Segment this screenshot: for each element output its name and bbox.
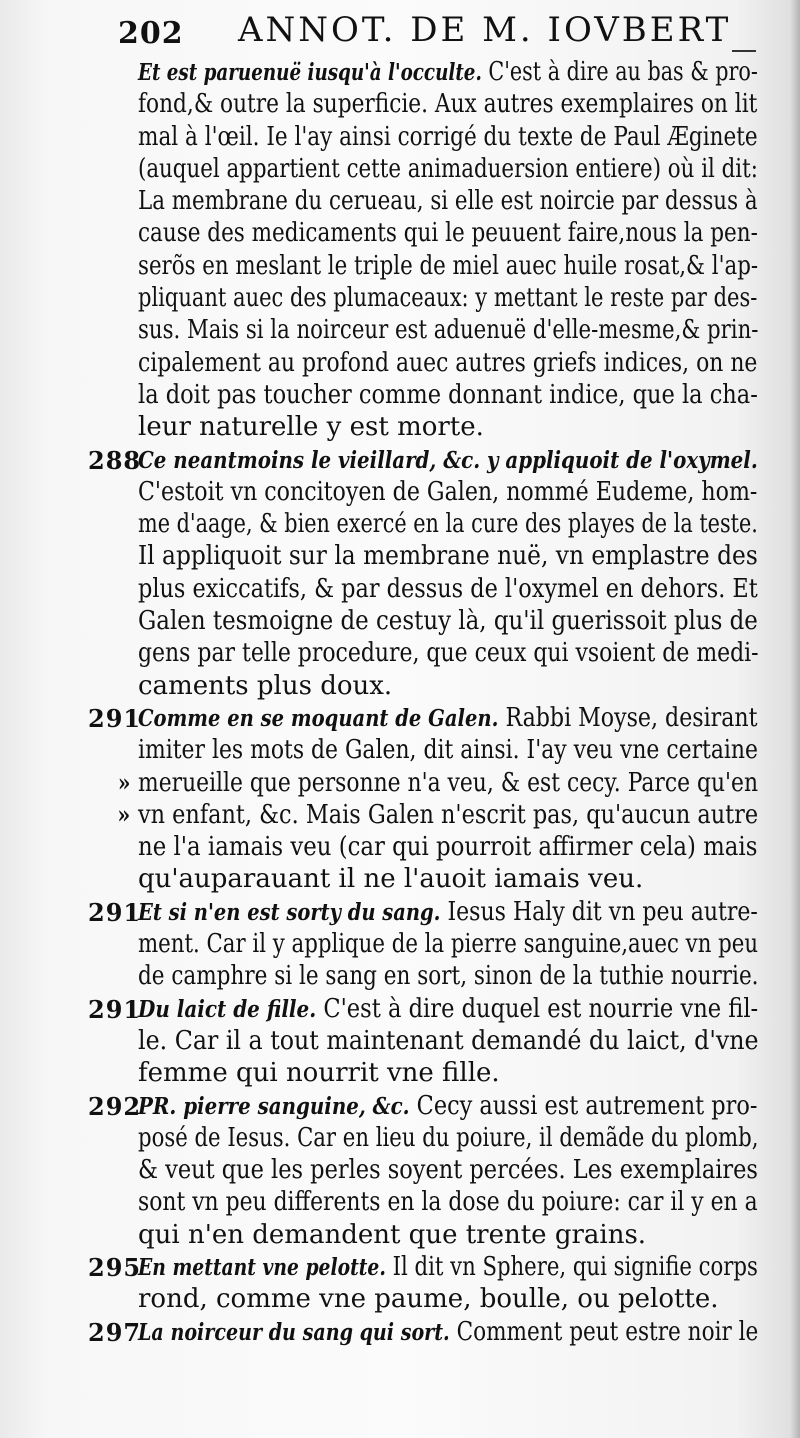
line-text: ne l'a iamais veu (car qui pourroit affirmer cela) mais — [138, 832, 758, 863]
line-text: C'est à dire duquel est nourrie vne fil- — [316, 993, 759, 1024]
text-line — [138, 960, 759, 992]
text-line — [138, 831, 758, 863]
line-text: qu'auparauant il ne l'auoit iamais veu. — [138, 864, 644, 895]
line-text: pliquant auec des plumaceaux: y mettant le reste par des- — [138, 283, 758, 314]
line-text: C'estoit vn concitoyen de Galen, nommé Eudeme, hom- — [138, 476, 758, 507]
margin-page-reference: 291 — [88, 994, 142, 1024]
text-line — [138, 476, 758, 508]
line-text: femme qui nourrit vne fille. — [138, 1058, 500, 1089]
text-line — [138, 670, 758, 702]
line-text: mal à l'œil. Ie l'ay ainsi corrigé du texte de Paul Æginete — [138, 121, 758, 152]
text-line — [117, 799, 759, 831]
line-text: fond,& outre la superficie. Aux autres exemplaires on lit — [138, 89, 758, 120]
annotation-entry — [88, 993, 759, 1090]
annotation-entry — [88, 702, 759, 896]
line-text: caments plus doux. — [138, 670, 393, 701]
line-text: de camphre si le sang en sort, sinon de la tuthie nourrie. — [138, 961, 759, 992]
lemma: En mettant vne pelotte. — [138, 1253, 386, 1281]
annotation-entry — [88, 1251, 758, 1316]
text-line — [138, 217, 758, 249]
text-line — [138, 1025, 759, 1057]
text-line — [138, 347, 758, 379]
margin-page-reference: 292 — [88, 1091, 142, 1121]
text-line — [138, 896, 758, 928]
text-line — [138, 1057, 758, 1089]
margin-page-reference: 288 — [88, 445, 142, 475]
text-line — [138, 1219, 758, 1251]
line-text: & veut que les perles soyent percées. Les exemplaires — [138, 1155, 758, 1186]
line-text: (auquel appartient cette animaduersion entiere) où il dit: — [138, 153, 758, 184]
line-text: merueille que personne n'a veu, & est cecy. Parce qu'en — [138, 767, 759, 798]
annotation-text — [88, 56, 759, 1348]
text-line — [138, 444, 758, 476]
text-line — [138, 1251, 758, 1283]
annotation-entry — [138, 56, 758, 444]
text-line — [138, 637, 759, 669]
line-text: vn enfant, &c. Mais Galen n'escrit pas, qu'aucun autre — [138, 799, 759, 830]
margin-page-reference: 291 — [88, 703, 142, 733]
line-text: Cecy aussi est autrement pro- — [409, 1090, 758, 1121]
text-line — [138, 153, 758, 185]
line-text: ment. Car il y applique de la pierre sanguine,auec vn peu — [138, 929, 759, 960]
page-number: 202 — [118, 16, 184, 51]
line-text: Il appliquoit sur la membrane nuë, vn emplastre des — [138, 541, 758, 572]
text-line — [138, 56, 758, 88]
text-line — [138, 863, 758, 895]
line-text: Comment peut estre noir le — [449, 1316, 759, 1347]
text-line — [117, 767, 759, 799]
line-text: Rabbi Moyse, desirant — [498, 702, 758, 733]
text-line — [138, 88, 758, 120]
page-edge-shadow — [790, 0, 800, 1438]
line-text: imiter les mots de Galen, dit ainsi. I'ay veu vne certaine — [138, 735, 758, 766]
text-line — [138, 282, 758, 314]
text-line — [138, 121, 758, 153]
line-text: Il dit vn Sphere, qui signifie corps — [385, 1251, 758, 1282]
text-line — [138, 250, 759, 282]
line-text: cipalement au profond auec autres griefs indices, on ne — [138, 347, 758, 378]
text-line — [138, 1090, 758, 1122]
annotation-entry — [88, 896, 759, 993]
line-text: Galen tesmoigne de cestuy là, qu'il guerissoit plus de — [138, 606, 758, 637]
line-text: posé de Iesus. Car en lieu du poiure, il demãde du plomb, — [138, 1122, 759, 1153]
text-line — [138, 314, 759, 346]
line-text: Iesus Haly dit vn peu autre- — [440, 896, 758, 927]
quotation-mark: » — [117, 767, 131, 797]
text-line — [138, 185, 758, 217]
lemma: PR. pierre sanguine, &c. — [138, 1092, 410, 1120]
line-text: cause des medicaments qui le peuuent faire,nous la pen- — [138, 218, 758, 249]
lemma: Ce neantmoins le vieillard, &c. y appliquoit de l'oxymel. — [138, 446, 758, 474]
text-line — [138, 1283, 758, 1315]
text-line — [138, 508, 758, 540]
text-line — [138, 734, 758, 766]
line-text: serõs en meslant le triple de miel auec huile rosat,& l'ap- — [138, 250, 759, 281]
lemma: Comme en se moquant de Galen. — [138, 704, 499, 732]
margin-page-reference: 297 — [88, 1317, 142, 1347]
text-line — [138, 702, 758, 734]
page-header — [118, 6, 758, 52]
annotation-entry — [88, 1316, 759, 1348]
lemma: Et si n'en est sorty du sang. — [138, 898, 441, 926]
text-line — [138, 1122, 759, 1154]
line-text: rond, comme vne paume, boulle, ou pelotte. — [138, 1284, 719, 1315]
line-text: gens par telle procedure, que ceux qui vsoient de medi- — [138, 638, 759, 669]
lemma: Du laict de fille. — [138, 995, 317, 1023]
text-line — [138, 379, 758, 411]
annotation-entry — [88, 444, 759, 702]
line-text: La membrane du cerueau, si elle est noircie par dessus à — [138, 186, 758, 217]
text-line — [138, 928, 759, 960]
line-text: le. Car il a tout maintenant demandé du laict, d'vne — [138, 1025, 759, 1056]
annotation-entry — [88, 1090, 759, 1251]
text-line — [138, 411, 758, 443]
quotation-mark: » — [117, 799, 131, 829]
lemma: Et est paruenuë iusqu'à l'occulte. — [138, 59, 482, 86]
line-text: leur naturelle y est morte. — [138, 412, 484, 443]
lemma: La noirceur du sang qui sort. — [138, 1318, 450, 1346]
text-line — [138, 540, 758, 572]
margin-page-reference: 295 — [88, 1252, 142, 1282]
line-text: me d'aage, & bien exercé en la cure des playes de la teste. — [138, 509, 758, 540]
text-line — [138, 1186, 758, 1218]
line-text: sont vn peu differents en la dose du poiure: car il y en a — [138, 1187, 758, 1218]
line-text: plus exiccatifs, & par dessus de l'oxymel en dehors. Et — [138, 573, 758, 604]
text-line — [138, 993, 759, 1025]
text-line — [138, 1154, 758, 1186]
line-text: la doit pas toucher comme donnant indice, que la cha- — [138, 379, 758, 410]
line-text: C'est à dire au bas & pro- — [481, 57, 758, 87]
text-line — [138, 1316, 759, 1348]
running-title: ANNOT. DE M. IOVBERT — [238, 10, 732, 50]
line-text: qui n'en demandent que trente grains. — [138, 1219, 647, 1250]
text-line — [138, 605, 758, 637]
header-dash — [732, 50, 756, 52]
margin-page-reference: 291 — [88, 897, 142, 927]
line-text: sus. Mais si la noirceur est aduenuë d'elle-mesme,& prin- — [138, 315, 759, 346]
text-line — [138, 573, 758, 605]
